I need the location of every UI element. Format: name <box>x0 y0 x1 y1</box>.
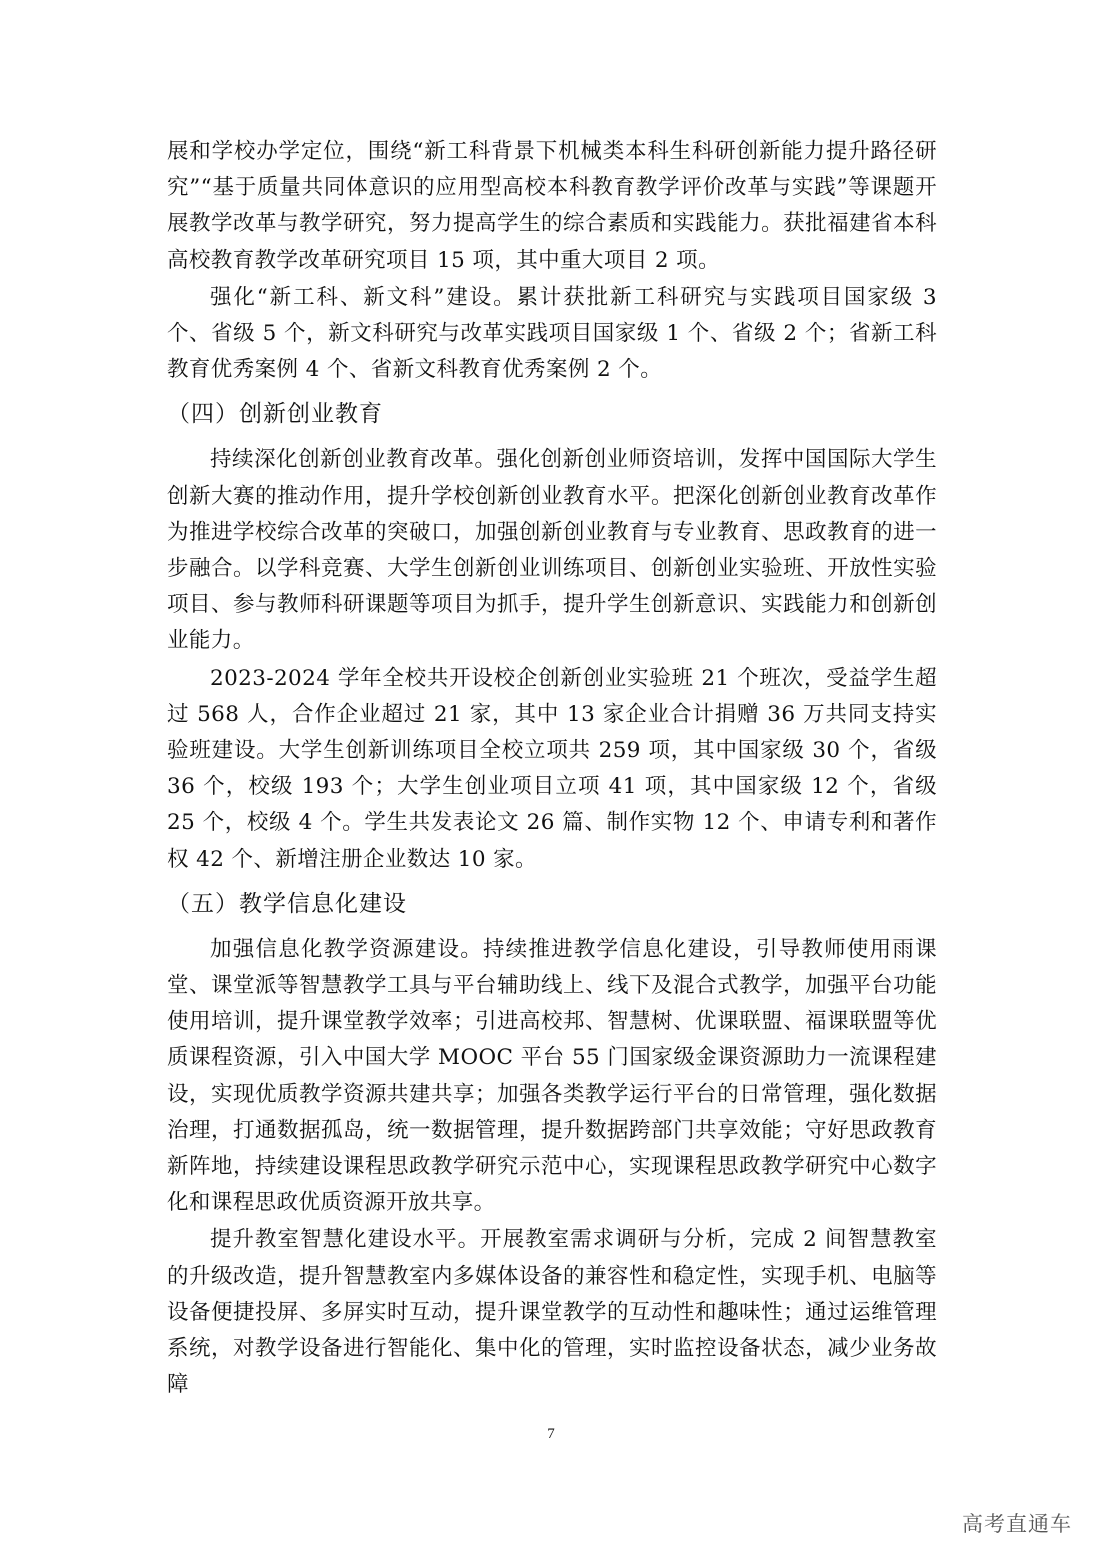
paragraph-smart-classroom: 提升教室智慧化建设水平。开展教室需求调研与分析，完成 2 间智慧教室的升级改造，提升智慧教室内多媒体设备的兼容性和稳定性，实现手机、电脑等设备便捷投屏、多屏实时互动，提升课堂教学的互动性和趣味性；通过运维管理系统，对教学设备进行智能化、集中化的管理，实时监控设备状态，减少业务故障 <box>167 1227 937 1398</box>
section-heading-innovation: （四）创新创业教育 <box>167 401 383 428</box>
paragraph-innovation-stats: 2023-2024 学年全校共开设校企创新创业实验班 21 个班次，受益学生超过 568 人，合作企业超过 21 家，其中 13 家企业合计捐赠 36 万共同支持实验班建设。大学生创新训练项目全校立项共 259 项，其中国家级 30 个，省级 36 个，校级 193 个；大学生创业项目立项 41 项，其中国家级 12 个，省级 25 个，校级 4 个。学生共发表论文 26 篇、制作实物 12 个、申请专利和著作权 42 个、新增注册企业数达 10 家。 <box>167 665 937 872</box>
paragraph-innovation-reform: 持续深化创新创业教育改革。强化创新创业师资培训，发挥中国国际大学生创新大赛的推动作用，提升学校创新创业教育水平。把深化创新创业教育改革作为推进学校综合改革的突破口，加强创新创业教育与专业教育、思政教育的进一步融合。以学科竞赛、大学生创新创业训练项目、创新创业实验班、开放性实验项目、参与教师科研课题等项目为抓手，提升学生创新意识、实践能力和创新创业能力。 <box>167 447 937 654</box>
section-heading-informatization: （五）教学信息化建设 <box>167 890 407 917</box>
paragraph-digital-resources: 加强信息化教学资源建设。持续推进教学信息化建设，引导教师使用雨课堂、课堂派等智慧教学工具与平台辅助线上、线下及混合式教学，加强平台功能使用培训，提升课堂教学效率；引进高校邦、智慧树、优课联盟、福课联盟等优质课程资源，引入中国大学 MOOC 平台 55 门国家级金课资源助力一流课程建设，实现优质教学资源共建共享；加强各类教学运行平台的日常管理，强化数据治理，打通数据孤岛，统一数据管理，提升数据跨部门共享效能；守好思政教育新阵地，持续建设课程思政教学研究示范中心，实现课程思政教学研究中心数字化和课程思政优质资源开放共享。 <box>167 936 937 1216</box>
watermark: 高考直通车 <box>962 1512 1072 1536</box>
paragraph-teaching-reform: 展和学校办学定位，围绕“新工科背景下机械类本科生科研创新能力提升路径研究”“基于质量共同体意识的应用型高校本科教育教学评价改革与实践”等课题开展教学改革与教学研究，努力提高学生的综合素质和实践能力。获批福建省本科高校教育教学改革研究项目 15 项，其中重大项目 2 项。 <box>167 139 937 273</box>
page-number: 7 <box>547 1426 555 1442</box>
paragraph-new-engineering: 强化“新工科、新文科”建设。累计获批新工科研究与实践项目国家级 3 个、省级 5 个，新文科研究与改革实践项目国家级 1 个、省级 2 个；省新工科教育优秀案例 4 个、省新文科教育优秀案例 2 个。 <box>167 284 937 383</box>
document-page <box>167 134 937 1405</box>
